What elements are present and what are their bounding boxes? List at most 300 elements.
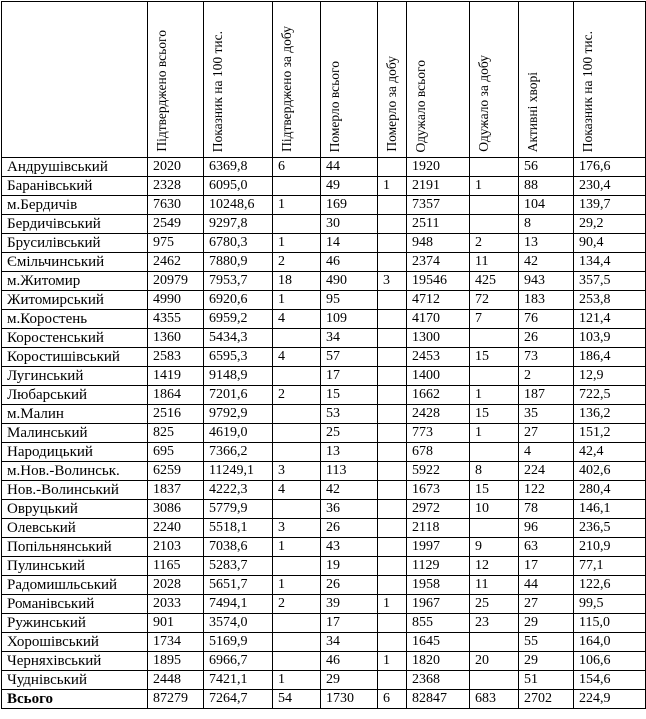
table-body — [2, 158, 646, 709]
district-name: Романівський — [2, 595, 148, 614]
table-cell — [378, 671, 407, 690]
table-cell: 695 — [148, 443, 204, 462]
table-cell: 1 — [378, 177, 407, 196]
table-cell: 224 — [519, 462, 574, 481]
table-cell: 2428 — [407, 405, 470, 424]
table-cell: 106,6 — [574, 652, 646, 671]
table-cell: 1300 — [407, 329, 470, 348]
table-cell: 2 — [273, 595, 321, 614]
table-cell: 2374 — [407, 253, 470, 272]
table-cell: 683 — [470, 690, 519, 709]
table-cell: 44 — [321, 158, 378, 177]
table-cell: 1673 — [407, 481, 470, 500]
table-cell: 490 — [321, 272, 378, 291]
district-name: м.Бердичів — [2, 196, 148, 215]
table-cell: 1730 — [321, 690, 378, 709]
table-cell: 169 — [321, 196, 378, 215]
table-cell: 6 — [273, 158, 321, 177]
table-cell: 27 — [519, 595, 574, 614]
table-cell: 44 — [519, 576, 574, 595]
table-cell: 2453 — [407, 348, 470, 367]
table-cell: 2448 — [148, 671, 204, 690]
table-cell: 2020 — [148, 158, 204, 177]
district-name: Народицький — [2, 443, 148, 462]
district-name: м.Нов.-Волинськ. — [2, 462, 148, 481]
district-name: Черняхівський — [2, 652, 148, 671]
table-cell — [470, 367, 519, 386]
district-name: Всього — [2, 690, 148, 709]
table-cell — [378, 348, 407, 367]
district-name: Коростишівський — [2, 348, 148, 367]
table-cell: 8 — [470, 462, 519, 481]
table-row — [2, 348, 646, 367]
table-cell: 855 — [407, 614, 470, 633]
table-cell: 73 — [519, 348, 574, 367]
table-cell: 19546 — [407, 272, 470, 291]
table-row — [2, 614, 646, 633]
covid-stats-table — [1, 1, 646, 709]
table-cell: 11 — [470, 576, 519, 595]
table-cell: 72 — [470, 291, 519, 310]
table-cell: 99,5 — [574, 595, 646, 614]
table-cell — [470, 633, 519, 652]
table-cell: 26 — [519, 329, 574, 348]
table-cell: 10 — [470, 500, 519, 519]
table-cell: 27 — [519, 424, 574, 443]
table-cell: 25 — [470, 595, 519, 614]
table-cell — [273, 405, 321, 424]
table-cell: 122 — [519, 481, 574, 500]
table-cell: 1 — [378, 595, 407, 614]
table-cell: 825 — [148, 424, 204, 443]
table-cell: 103,9 — [574, 329, 646, 348]
table-cell: 121,4 — [574, 310, 646, 329]
table-cell — [378, 253, 407, 272]
table-row — [2, 177, 646, 196]
district-name: Лугинський — [2, 367, 148, 386]
table-cell: 39 — [321, 595, 378, 614]
table-cell: 2 — [519, 367, 574, 386]
table-cell: 5779,9 — [204, 500, 273, 519]
table-row — [2, 329, 646, 348]
table-cell: 154,6 — [574, 671, 646, 690]
table-cell: 5651,7 — [204, 576, 273, 595]
table-cell — [378, 386, 407, 405]
table-cell: 46 — [321, 652, 378, 671]
district-name: Бердичівський — [2, 215, 148, 234]
table-cell: 17 — [321, 614, 378, 633]
table-cell: 236,5 — [574, 519, 646, 538]
district-name: м.Житомир — [2, 272, 148, 291]
table-cell: 15 — [470, 348, 519, 367]
table-cell: 7366,2 — [204, 443, 273, 462]
table-cell: 2033 — [148, 595, 204, 614]
table-cell — [273, 329, 321, 348]
table-cell: 1967 — [407, 595, 470, 614]
header-cell: Активні хворі — [519, 2, 574, 158]
table-cell: 34 — [321, 633, 378, 652]
header-cell: Померло за добу — [378, 2, 407, 158]
table-cell — [378, 234, 407, 253]
table-cell: 187 — [519, 386, 574, 405]
table-cell: 151,2 — [574, 424, 646, 443]
table-cell — [378, 405, 407, 424]
table-cell: 19 — [321, 557, 378, 576]
table-cell: 9148,9 — [204, 367, 273, 386]
table-cell: 42,4 — [574, 443, 646, 462]
table-cell: 146,1 — [574, 500, 646, 519]
table-cell — [273, 652, 321, 671]
table-cell: 20 — [470, 652, 519, 671]
header-cell: Підтверджено всього — [148, 2, 204, 158]
district-name: Ружинський — [2, 614, 148, 633]
table-cell: 113 — [321, 462, 378, 481]
table-cell: 2516 — [148, 405, 204, 424]
table-row — [2, 462, 646, 481]
table-cell — [273, 443, 321, 462]
table-cell — [378, 158, 407, 177]
table-cell: 4712 — [407, 291, 470, 310]
table-cell: 3 — [378, 272, 407, 291]
table-cell: 975 — [148, 234, 204, 253]
district-name: м.Коростень — [2, 310, 148, 329]
table-row — [2, 215, 646, 234]
table-cell: 1864 — [148, 386, 204, 405]
header-cell: Підтверджено за добу — [273, 2, 321, 158]
table-cell: 36 — [321, 500, 378, 519]
table-cell: 1895 — [148, 652, 204, 671]
table-cell: 4355 — [148, 310, 204, 329]
table-cell: 10248,6 — [204, 196, 273, 215]
table-cell: 1 — [273, 234, 321, 253]
table-cell: 2549 — [148, 215, 204, 234]
table-cell: 210,9 — [574, 538, 646, 557]
table-cell: 2028 — [148, 576, 204, 595]
table-cell: 357,5 — [574, 272, 646, 291]
table-cell: 15 — [470, 481, 519, 500]
table-cell: 4222,3 — [204, 481, 273, 500]
table-cell: 6595,3 — [204, 348, 273, 367]
table-cell: 109 — [321, 310, 378, 329]
district-name: Брусилівський — [2, 234, 148, 253]
table-cell: 2511 — [407, 215, 470, 234]
table-cell: 253,8 — [574, 291, 646, 310]
table-cell: 6959,2 — [204, 310, 273, 329]
table-cell: 280,4 — [574, 481, 646, 500]
district-name: Любарський — [2, 386, 148, 405]
table-cell: 4 — [273, 348, 321, 367]
table-cell: 13 — [519, 234, 574, 253]
district-name: Чуднівський — [2, 671, 148, 690]
table-cell: 948 — [407, 234, 470, 253]
table-cell: 56 — [519, 158, 574, 177]
table-cell: 1 — [470, 386, 519, 405]
table-row — [2, 272, 646, 291]
table-cell: 7201,6 — [204, 386, 273, 405]
table-cell: 90,4 — [574, 234, 646, 253]
table-row — [2, 158, 646, 177]
table-cell: 26 — [321, 576, 378, 595]
table-cell — [273, 367, 321, 386]
table-cell: 1837 — [148, 481, 204, 500]
table-cell: 4170 — [407, 310, 470, 329]
table-cell — [378, 310, 407, 329]
district-name: Баранівський — [2, 177, 148, 196]
table-cell: 2328 — [148, 177, 204, 196]
table-row — [2, 671, 646, 690]
table-cell: 35 — [519, 405, 574, 424]
table-cell: 2 — [273, 253, 321, 272]
table-cell: 7953,7 — [204, 272, 273, 291]
table-row — [2, 291, 646, 310]
table-row — [2, 253, 646, 272]
table-cell: 2583 — [148, 348, 204, 367]
table-cell — [273, 177, 321, 196]
table-cell — [273, 424, 321, 443]
table-cell: 8 — [519, 215, 574, 234]
table-cell: 230,4 — [574, 177, 646, 196]
table-cell: 1 — [470, 424, 519, 443]
table-cell: 1920 — [407, 158, 470, 177]
table-cell: 1165 — [148, 557, 204, 576]
header-cell: Показник на 100 тис. — [204, 2, 273, 158]
table-cell: 4 — [273, 310, 321, 329]
table-cell: 7494,1 — [204, 595, 273, 614]
table-cell: 1 — [273, 671, 321, 690]
table-cell: 5434,3 — [204, 329, 273, 348]
table-cell: 901 — [148, 614, 204, 633]
table-row — [2, 557, 646, 576]
table-cell: 3 — [273, 519, 321, 538]
table-cell: 943 — [519, 272, 574, 291]
table-row — [2, 310, 646, 329]
district-name: Андрушівський — [2, 158, 148, 177]
table-cell: 2702 — [519, 690, 574, 709]
table-cell: 1 — [273, 538, 321, 557]
table-cell: 6780,3 — [204, 234, 273, 253]
header-cell: Померло всього — [321, 2, 378, 158]
table-cell: 7264,7 — [204, 690, 273, 709]
table-cell: 9792,9 — [204, 405, 273, 424]
table-cell: 26 — [321, 519, 378, 538]
table-cell: 1 — [470, 177, 519, 196]
table-cell: 30 — [321, 215, 378, 234]
table-cell: 3574,0 — [204, 614, 273, 633]
table-row — [2, 386, 646, 405]
table-cell: 6920,6 — [204, 291, 273, 310]
table-cell: 49 — [321, 177, 378, 196]
table-cell: 15 — [470, 405, 519, 424]
table-cell: 6 — [378, 690, 407, 709]
table-cell: 17 — [321, 367, 378, 386]
table-cell: 88 — [519, 177, 574, 196]
table-cell: 4619,0 — [204, 424, 273, 443]
table-cell: 722,5 — [574, 386, 646, 405]
table-row — [2, 500, 646, 519]
table-cell: 3086 — [148, 500, 204, 519]
district-name: Коростенський — [2, 329, 148, 348]
table-cell: 224,9 — [574, 690, 646, 709]
district-name: Пулинський — [2, 557, 148, 576]
header-corner-cell — [2, 2, 148, 158]
table-cell: 77,1 — [574, 557, 646, 576]
table-cell: 1 — [273, 196, 321, 215]
table-row — [2, 405, 646, 424]
district-name: Нов.-Волинський — [2, 481, 148, 500]
table-cell: 12,9 — [574, 367, 646, 386]
table-cell: 9 — [470, 538, 519, 557]
table-cell — [470, 671, 519, 690]
table-cell: 1400 — [407, 367, 470, 386]
table-cell: 42 — [519, 253, 574, 272]
table-cell: 2103 — [148, 538, 204, 557]
table-cell: 51 — [519, 671, 574, 690]
table-cell — [273, 215, 321, 234]
table-cell: 42 — [321, 481, 378, 500]
table-cell — [378, 614, 407, 633]
table-cell: 4 — [519, 443, 574, 462]
table-cell: 7 — [470, 310, 519, 329]
table-cell — [378, 443, 407, 462]
header-cell: Одужало за добу — [470, 2, 519, 158]
table-cell: 63 — [519, 538, 574, 557]
table-cell — [378, 291, 407, 310]
table-cell: 7038,6 — [204, 538, 273, 557]
total-row — [2, 690, 646, 709]
table-cell — [378, 215, 407, 234]
table-cell — [378, 633, 407, 652]
table-cell: 29 — [519, 614, 574, 633]
table-cell — [470, 329, 519, 348]
table-cell: 402,6 — [574, 462, 646, 481]
table-cell: 6095,0 — [204, 177, 273, 196]
table-cell: 82847 — [407, 690, 470, 709]
table-cell: 1662 — [407, 386, 470, 405]
table-row — [2, 652, 646, 671]
table-cell: 136,2 — [574, 405, 646, 424]
table-row — [2, 576, 646, 595]
table-cell — [273, 557, 321, 576]
table-cell — [273, 614, 321, 633]
district-name: Житомирський — [2, 291, 148, 310]
table-cell: 54 — [273, 690, 321, 709]
table-cell: 9297,8 — [204, 215, 273, 234]
table-cell: 183 — [519, 291, 574, 310]
table-cell: 46 — [321, 253, 378, 272]
table-cell: 1734 — [148, 633, 204, 652]
table-cell: 1129 — [407, 557, 470, 576]
table-cell: 11249,1 — [204, 462, 273, 481]
table-cell: 425 — [470, 272, 519, 291]
table-cell: 104 — [519, 196, 574, 215]
table-row — [2, 481, 646, 500]
table-cell: 186,4 — [574, 348, 646, 367]
table-cell: 2118 — [407, 519, 470, 538]
table-cell: 15 — [321, 386, 378, 405]
table-cell: 43 — [321, 538, 378, 557]
table-cell: 25 — [321, 424, 378, 443]
table-cell: 1 — [273, 576, 321, 595]
table-cell: 13 — [321, 443, 378, 462]
table-cell: 1958 — [407, 576, 470, 595]
table-cell: 7357 — [407, 196, 470, 215]
table-cell: 1 — [378, 652, 407, 671]
table-cell: 76 — [519, 310, 574, 329]
table-cell — [378, 557, 407, 576]
table-cell — [378, 576, 407, 595]
table-cell: 23 — [470, 614, 519, 633]
table-cell: 87279 — [148, 690, 204, 709]
table-cell: 1 — [273, 291, 321, 310]
table-cell — [378, 538, 407, 557]
table-cell — [378, 329, 407, 348]
table-cell — [470, 196, 519, 215]
table-cell — [378, 481, 407, 500]
table-cell — [470, 158, 519, 177]
table-cell: 115,0 — [574, 614, 646, 633]
table-cell: 5169,9 — [204, 633, 273, 652]
table-cell: 7880,9 — [204, 253, 273, 272]
header-cell: Одужало всього — [407, 2, 470, 158]
table-cell — [378, 367, 407, 386]
table-cell: 2368 — [407, 671, 470, 690]
table-cell: 29,2 — [574, 215, 646, 234]
table-cell: 4 — [273, 481, 321, 500]
table-cell: 1360 — [148, 329, 204, 348]
district-name: Попільнянський — [2, 538, 148, 557]
district-name: м.Малин — [2, 405, 148, 424]
header-cell: Показник на 100 тис. — [574, 2, 646, 158]
table-cell — [273, 633, 321, 652]
table-cell — [378, 462, 407, 481]
table-cell: 7421,1 — [204, 671, 273, 690]
table-cell: 57 — [321, 348, 378, 367]
district-name: Радомишльський — [2, 576, 148, 595]
table-cell: 6259 — [148, 462, 204, 481]
table-cell — [273, 500, 321, 519]
table-cell: 78 — [519, 500, 574, 519]
table-cell: 14 — [321, 234, 378, 253]
table-cell: 678 — [407, 443, 470, 462]
table-row — [2, 595, 646, 614]
table-cell: 6966,7 — [204, 652, 273, 671]
table-cell: 1645 — [407, 633, 470, 652]
table-cell: 164,0 — [574, 633, 646, 652]
table-cell — [378, 196, 407, 215]
table-cell: 12 — [470, 557, 519, 576]
table-cell: 29 — [321, 671, 378, 690]
table-cell: 17 — [519, 557, 574, 576]
table-row — [2, 367, 646, 386]
table-cell: 5518,1 — [204, 519, 273, 538]
table-row — [2, 443, 646, 462]
district-name: Ємільчинський — [2, 253, 148, 272]
table-cell — [378, 519, 407, 538]
table-cell: 139,7 — [574, 196, 646, 215]
table-cell: 55 — [519, 633, 574, 652]
table-row — [2, 234, 646, 253]
district-name: Малинський — [2, 424, 148, 443]
table-row — [2, 633, 646, 652]
table-cell — [378, 424, 407, 443]
table-row — [2, 424, 646, 443]
table-cell: 2972 — [407, 500, 470, 519]
table-cell: 1419 — [148, 367, 204, 386]
table-cell: 2 — [470, 234, 519, 253]
table-cell: 773 — [407, 424, 470, 443]
table-row — [2, 519, 646, 538]
table-cell: 2462 — [148, 253, 204, 272]
